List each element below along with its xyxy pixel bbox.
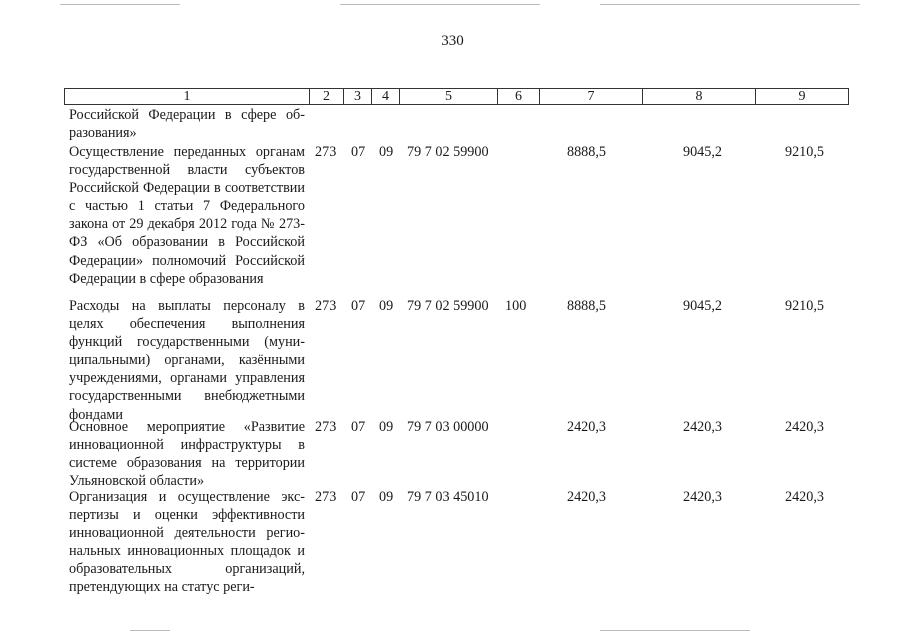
table-cell-c5: 79 7 02 59900 xyxy=(407,298,489,314)
table-cell-c7: 8888,5 xyxy=(566,298,606,314)
header-col-8: 8 xyxy=(642,89,755,104)
page-number: 330 xyxy=(441,33,464,49)
header-col-6: 6 xyxy=(497,89,539,104)
header-col-5: 5 xyxy=(399,89,497,104)
scan-noise xyxy=(130,630,170,631)
scan-noise xyxy=(60,4,180,5)
table-cell-c3: 07 xyxy=(351,144,366,160)
table-cell-c5: 79 7 02 59900 xyxy=(407,144,489,160)
scan-noise xyxy=(600,630,750,631)
table-cell-c3: 07 xyxy=(351,489,366,505)
table-cell-c8: 9045,2 xyxy=(682,144,722,160)
header-col-3: 3 xyxy=(343,89,371,104)
table-cell-c4: 09 xyxy=(379,298,394,314)
table-cell-c5: 79 7 03 45010 xyxy=(407,489,489,505)
header-col-1: 1 xyxy=(183,89,191,104)
table-row-name: Организация и осуществление экспертизы и оценки эффективности инновационной деятельности региональных инновационных площадок и образовательных организаций, претендующих на статус реги- xyxy=(69,489,305,596)
table-cell-c2: 273 xyxy=(315,144,337,160)
table-row-name: Расходы на выплаты персоналу в целях обеспечения выполнения функций государственными (муниципальными) органами, казёнными учреждениями, органами управления государственными внебюджетными фондами xyxy=(69,298,305,423)
header-col-2: 2 xyxy=(309,89,343,104)
table-cell-c8: 2420,3 xyxy=(682,489,722,505)
scan-noise xyxy=(600,4,860,5)
table-cell-c2: 273 xyxy=(315,489,337,505)
table-cell-c9: 9210,5 xyxy=(784,144,824,160)
table-cell-c3: 07 xyxy=(351,419,366,435)
table-row-name: Осуществление переданных органам государственной власти субъектов Российской Федерации в соответствии с частью 1 статьи 7 Федерального закона от 29 декабря 2012 года № 273-ФЗ «Об образовании в Российской Федерации» полномочий Российской Федерации в сфере образования xyxy=(69,144,305,287)
table-cell-c8: 9045,2 xyxy=(682,298,722,314)
table-cell-c4: 09 xyxy=(379,144,394,160)
table-cell-c2: 273 xyxy=(315,298,337,314)
table-row-name: Основное мероприятие «Развитие инновационной инфраструктуры в системе образования на территории Ульяновской области» xyxy=(69,419,305,490)
table-cell-c6: 100 xyxy=(505,298,527,314)
table-cell-c9: 9210,5 xyxy=(784,298,824,314)
table-cell-c4: 09 xyxy=(379,419,394,435)
table-cell-c8: 2420,3 xyxy=(682,419,722,435)
table-cell-c2: 273 xyxy=(315,419,337,435)
table-cell-c9: 2420,3 xyxy=(784,489,824,505)
table-cell-c7: 2420,3 xyxy=(566,419,606,435)
header-col-9: 9 xyxy=(755,89,848,104)
scan-noise xyxy=(340,4,540,5)
header-col-7: 7 xyxy=(539,89,642,104)
table-cell-c4: 09 xyxy=(379,489,394,505)
table-row-name: Российской Федерации в сфере образования» xyxy=(69,107,305,142)
table-cell-c9: 2420,3 xyxy=(784,419,824,435)
table-cell-c7: 2420,3 xyxy=(566,489,606,505)
table-cell-c7: 8888,5 xyxy=(566,144,606,160)
header-col-4: 4 xyxy=(371,89,399,104)
table-cell-c3: 07 xyxy=(351,298,366,314)
table-header xyxy=(64,88,849,105)
table-cell-c5: 79 7 03 00000 xyxy=(407,419,489,435)
